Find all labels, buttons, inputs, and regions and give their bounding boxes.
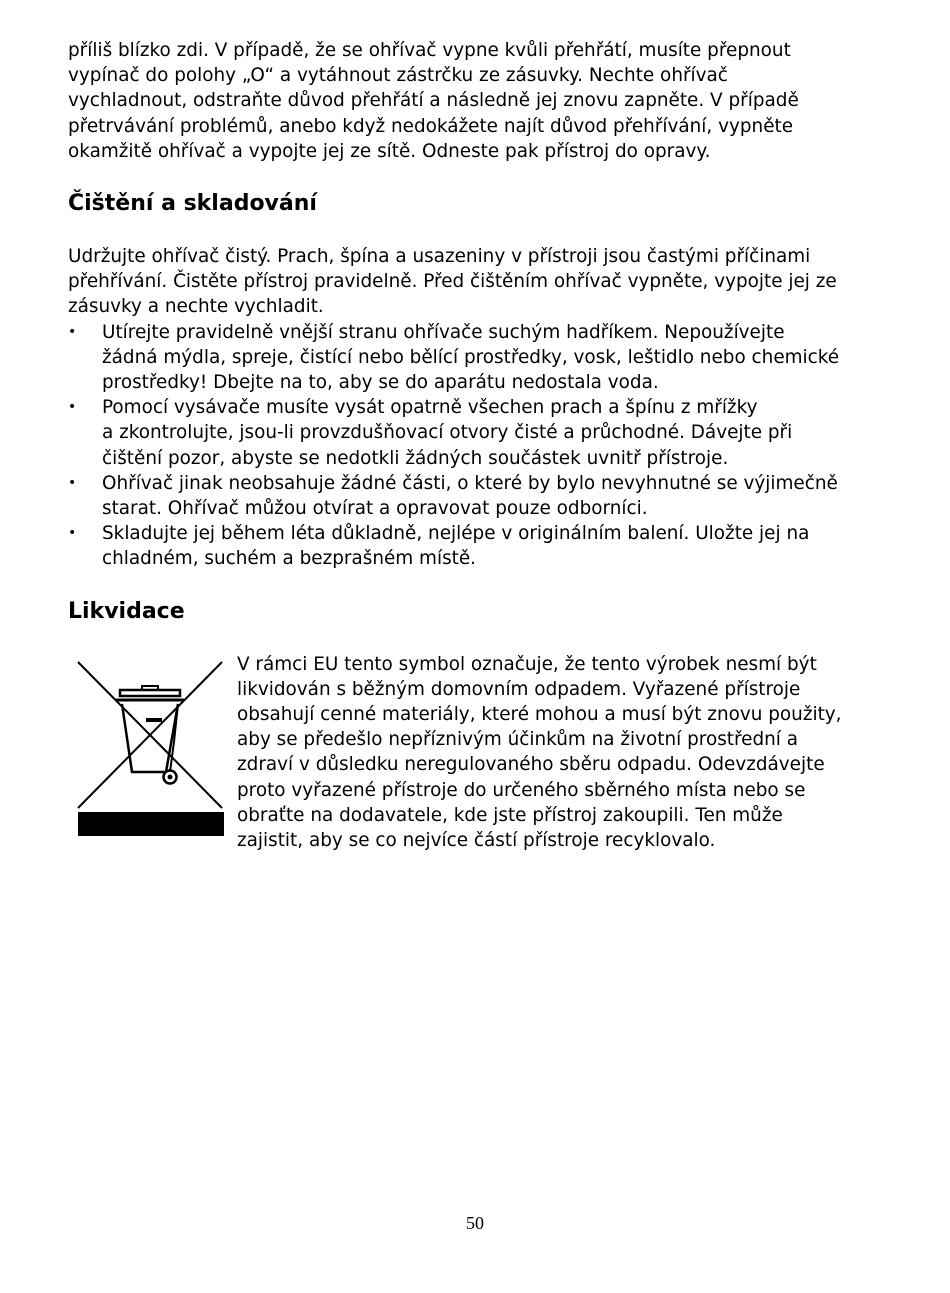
cleaning-paragraph — [68, 244, 888, 320]
bullet-icon: • — [68, 525, 77, 542]
intro-paragraph — [68, 38, 888, 164]
bullet-line: Utírejte pravidelně vnější stranu ohřívače suchým hadříkem. Nepoužívejte — [102, 321, 785, 343]
cleaning-line: přehřívání. Čistěte přístroj pravidelně. Před čištěním ohřívač vypněte, vypojte jej ze — [68, 271, 837, 293]
intro-line: příliš blízko zdi. V případě, že se ohřívač vypne kvůli přehřátí, musíte přepnout — [68, 40, 791, 61]
bullet-icon: • — [68, 399, 77, 416]
bullet-line: starat. Ohřívač můžou otvírat a opravovat pouze odborníci. — [102, 498, 648, 520]
page-number: 50 — [466, 1213, 484, 1233]
disposal-line: zajistit, aby se co nejvíce částí přístroje recyklovalo. — [237, 830, 716, 852]
bullet-line: chladném, suchém a bezprašném místě. — [102, 548, 477, 570]
list-item — [68, 320, 888, 396]
bullet-line: Pomocí vysávače musíte vysát opatrně všechen prach a špínu z mřížky — [102, 397, 758, 419]
bullet-line: čištění pozor, abyste se nedotkli žádných součástek uvnitř přístroje. — [102, 447, 729, 469]
cleaning-line: zásuvky a nechte vychladit. — [68, 296, 324, 318]
bullet-line: Ohřívač jinak neobsahuje žádné části, o které by bylo nevyhnutné se výjimečně — [102, 472, 838, 494]
bullet-line: a zkontrolujte, jsou-li provzdušňovací otvory čisté a průchodné. Dávejte při — [102, 422, 793, 444]
list-item — [68, 471, 888, 521]
bullet-line: žádná mýdla, spreje, čistící nebo bělící prostředky, vosk, leštidlo nebo chemické — [102, 346, 840, 368]
disposal-line: aby se předešlo nepříznivým účinkům na životní prostřední a — [237, 729, 799, 751]
document-page — [68, 38, 888, 853]
list-item — [68, 521, 888, 571]
cleaning-bullet-list — [68, 320, 888, 572]
list-item — [68, 395, 888, 471]
disposal-line: likvidován s běžným domovním odpadem. Vyřazené přístroje — [237, 678, 801, 700]
disposal-line: obraťte na dodavatele, kde jste přístroj zakoupili. Ten může — [237, 804, 783, 826]
intro-line: vychladnout, odstraňte důvod přehřátí a následně jej znovu zapněte. V případě — [68, 90, 799, 112]
disposal-line: proto vyřazené přístroje do určeného sběrného místa nebo se — [237, 779, 806, 801]
bullet-line: prostředky! Dbejte na to, aby se do aparátu nedostala voda. — [102, 372, 659, 394]
cleaning-line: Udržujte ohřívač čistý. Prach, špína a usazeniny v přístroji jsou častými příčinami — [68, 246, 811, 268]
disposal-line: V rámci EU tento symbol označuje, že tento výrobek nesmí být — [237, 653, 817, 675]
crossed-out-wheelie-bin-icon — [76, 660, 226, 840]
disposal-line: zdraví v důsledku neregulovaného sběru odpadu. Odevzdávejte — [237, 754, 825, 776]
bullet-icon: • — [68, 474, 77, 491]
cleaning-heading: Čištění a skladování — [68, 191, 317, 217]
intro-line: přetrvávání problémů, anebo když nedokážete najít důvod přehřívání, vypněte — [68, 115, 794, 137]
bullet-line: Skladujte jej během léta důkladně, nejlépe v originálním balení. Uložte jej na — [102, 523, 810, 545]
disposal-heading: Likvidace — [68, 598, 185, 624]
intro-line: okamžitě ohřívač a vypojte jej ze sítě. Odneste pak přístroj do opravy. — [68, 140, 711, 162]
disposal-line: obsahují cenné materiály, které mohou a musí být znovu použity, — [237, 704, 842, 726]
bullet-icon: • — [68, 323, 77, 340]
disposal-paragraph — [237, 652, 877, 854]
disposal-section — [68, 652, 888, 854]
intro-line: vypínač do polohy „O“ a vytáhnout zástrčku ze zásuvky. Nechte ohřívač — [68, 65, 728, 87]
